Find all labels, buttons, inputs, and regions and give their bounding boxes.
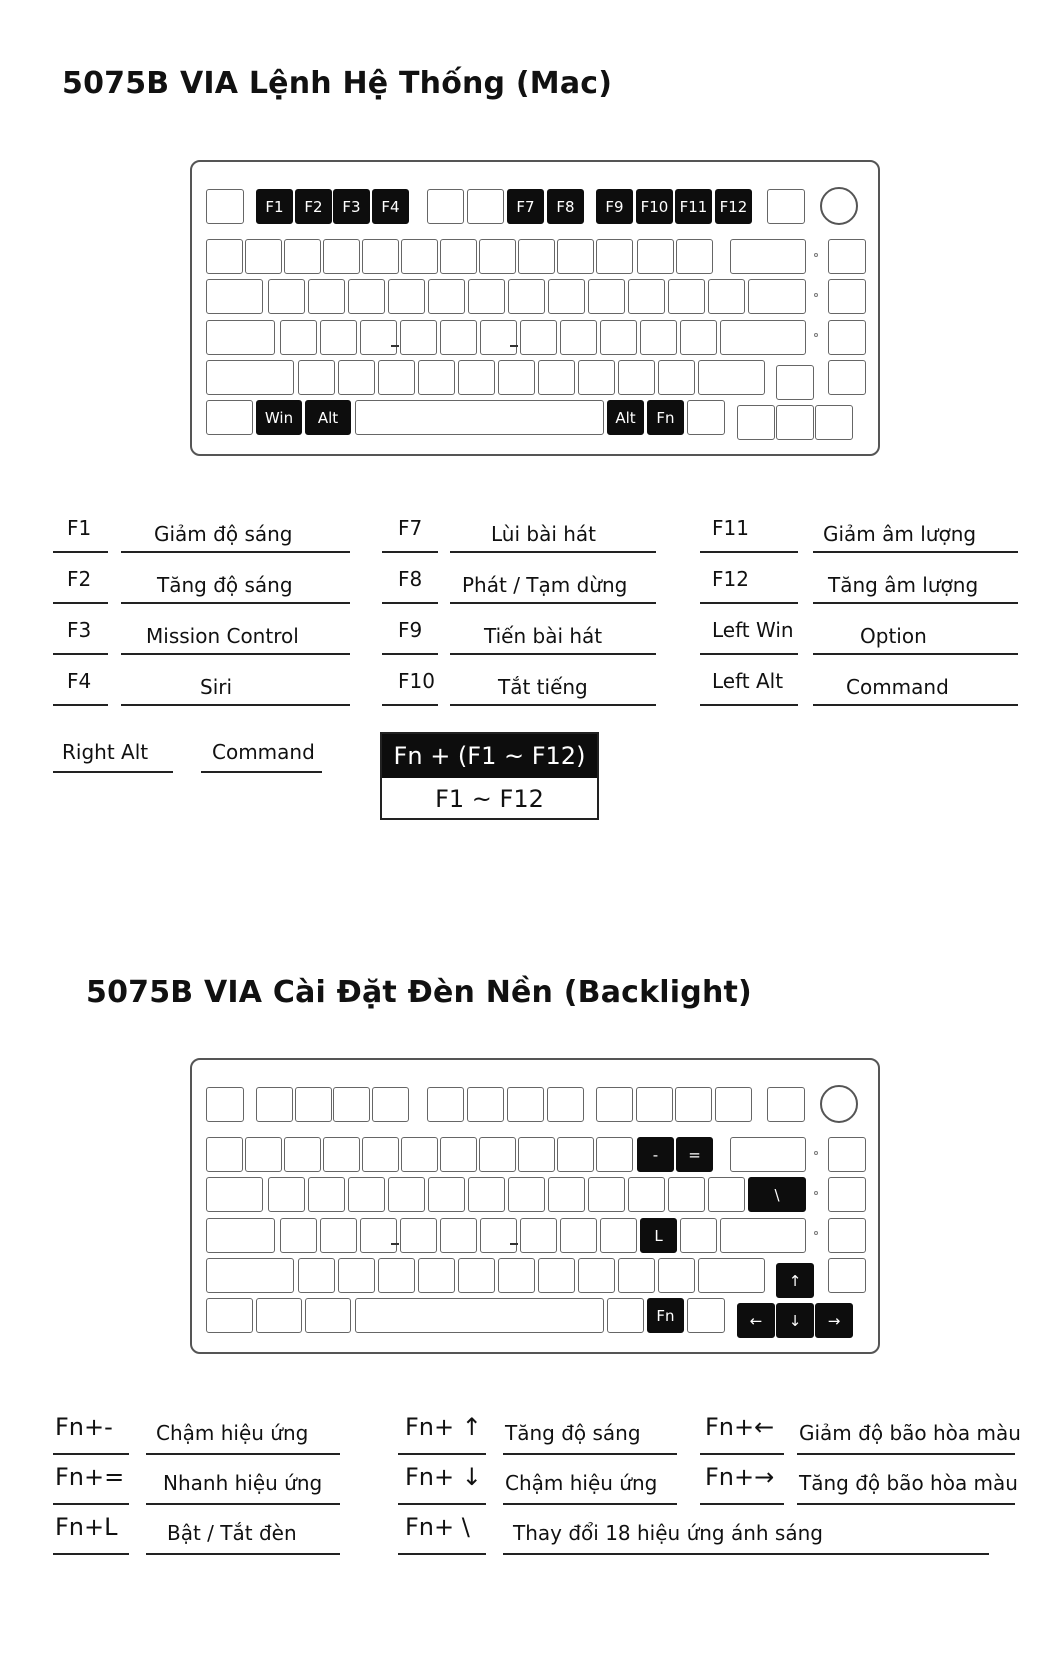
mapping-key: Left Win <box>712 618 794 642</box>
keyboard-diagram-backlight <box>190 1058 880 1354</box>
mapping-action: Command <box>212 740 315 764</box>
key-s2 <box>378 360 415 395</box>
key-pgup <box>828 1177 866 1212</box>
key-f2 <box>295 1087 332 1122</box>
key-esc <box>206 189 244 224</box>
key-underline <box>700 653 798 655</box>
key-t9 <box>628 1177 665 1212</box>
key-n12 <box>676 239 713 274</box>
key-s0 <box>298 360 335 395</box>
key-f3: F3 <box>333 189 370 224</box>
action-underline <box>450 704 656 706</box>
key-t0 <box>268 279 305 314</box>
key-underline <box>700 1503 784 1505</box>
key-underline <box>53 653 108 655</box>
key-underline <box>53 1553 129 1555</box>
volume-knob <box>820 187 858 225</box>
mapping-key: Fn+ \ <box>405 1513 470 1541</box>
key-t6 <box>508 279 545 314</box>
key-underline <box>398 1453 486 1455</box>
key-c7 <box>560 320 597 355</box>
key-rshift <box>698 360 765 395</box>
indicator-dot <box>814 1191 818 1195</box>
key-ralt: Alt <box>607 400 644 435</box>
key-t5 <box>468 279 505 314</box>
key-underline <box>53 551 108 553</box>
key-underline <box>700 704 798 706</box>
mapping-key: Fn+L <box>55 1513 118 1541</box>
action-underline <box>450 602 656 604</box>
key-f7 <box>507 1087 544 1122</box>
indicator-dot <box>814 1231 818 1235</box>
key-f12: F12 <box>715 189 752 224</box>
fn-box-combo: Fn + (F1 ~ F12) <box>382 734 597 778</box>
key-n1 <box>245 239 282 274</box>
key-space <box>355 400 604 435</box>
action-underline <box>503 1553 989 1555</box>
key-pgdn <box>828 320 866 355</box>
mapping-action: Nhanh hiệu ứng <box>163 1471 323 1495</box>
key-caps <box>206 320 275 355</box>
key-s3 <box>418 1258 455 1293</box>
key-f11 <box>675 1087 712 1122</box>
key-del <box>767 189 805 224</box>
action-underline <box>450 551 656 553</box>
mapping-key: F7 <box>398 516 423 540</box>
key-tab <box>206 279 263 314</box>
key-n8 <box>518 239 555 274</box>
key-n8 <box>518 1137 555 1172</box>
key-t8 <box>588 1177 625 1212</box>
key-t1 <box>308 1177 345 1212</box>
key-underline <box>382 704 438 706</box>
key-n11 <box>637 239 674 274</box>
mapping-action: Tăng độ sáng <box>505 1421 641 1445</box>
indicator-dot <box>814 333 818 337</box>
key-n4 <box>362 239 399 274</box>
mapping-key: F12 <box>712 567 749 591</box>
mapping-key: Fn+ ↑ <box>405 1413 482 1441</box>
key-t2 <box>348 1177 385 1212</box>
key-s4 <box>458 1258 495 1293</box>
mapping-key: F11 <box>712 516 749 540</box>
mapping-action: Tăng độ sáng <box>157 573 293 597</box>
key-n6 <box>440 239 477 274</box>
homing-bump <box>510 1243 518 1245</box>
key-s8 <box>618 360 655 395</box>
key-n2 <box>284 239 321 274</box>
mapping-action: Tắt tiếng <box>498 675 588 699</box>
key-c10 <box>680 1218 717 1253</box>
key-t8 <box>588 279 625 314</box>
key-c5 <box>480 320 517 355</box>
homing-bump <box>391 1243 399 1245</box>
key-n0 <box>206 1137 243 1172</box>
keyboard-diagram-mac <box>190 160 880 456</box>
key-c1 <box>320 1218 357 1253</box>
key-n5 <box>401 1137 438 1172</box>
key-c1 <box>320 320 357 355</box>
key-n6 <box>440 1137 477 1172</box>
key-n3 <box>323 1137 360 1172</box>
key-underline <box>700 551 798 553</box>
key-underline <box>53 602 108 604</box>
action-underline <box>121 704 350 706</box>
action-underline <box>201 771 322 773</box>
key-n10 <box>596 239 633 274</box>
action-underline <box>503 1503 677 1505</box>
mapping-action: Bật / Tắt đèn <box>167 1521 297 1545</box>
key-bslash <box>748 279 806 314</box>
key-underline <box>398 1553 486 1555</box>
key-esc <box>206 1087 244 1122</box>
action-underline <box>121 653 350 655</box>
key-rctrl <box>687 400 725 435</box>
key-c10 <box>680 320 717 355</box>
key-f5 <box>427 1087 464 1122</box>
key-t0 <box>268 1177 305 1212</box>
key-t1 <box>308 279 345 314</box>
homing-bump <box>391 345 399 347</box>
key-n11: - <box>637 1137 674 1172</box>
action-underline <box>813 551 1018 553</box>
section-title-mac: 5075B VIA Lệnh Hệ Thống (Mac) <box>62 66 613 101</box>
key-down <box>776 405 814 440</box>
homing-bump <box>510 345 518 347</box>
key-t3 <box>388 1177 425 1212</box>
key-s5 <box>498 360 535 395</box>
key-f1: F1 <box>256 189 293 224</box>
mapping-key: F3 <box>67 618 92 642</box>
key-pgup <box>828 279 866 314</box>
mapping-action: Siri <box>200 675 233 699</box>
key-right <box>815 405 853 440</box>
key-f4: F4 <box>372 189 409 224</box>
key-s0 <box>298 1258 335 1293</box>
key-s8 <box>618 1258 655 1293</box>
mapping-key: F8 <box>398 567 423 591</box>
mapping-key: Fn+ ↓ <box>405 1463 482 1491</box>
key-f8: F8 <box>547 189 584 224</box>
key-c9: L <box>640 1218 677 1253</box>
key-f4 <box>372 1087 409 1122</box>
key-underline <box>53 704 108 706</box>
mapping-action: Giảm độ sáng <box>154 522 293 546</box>
mapping-key: Fn+→ <box>705 1463 775 1491</box>
key-t6 <box>508 1177 545 1212</box>
key-t11 <box>708 279 745 314</box>
key-c2 <box>360 1218 397 1253</box>
key-lshift <box>206 360 294 395</box>
key-t4 <box>428 279 465 314</box>
key-n9 <box>557 239 594 274</box>
key-lctrl <box>206 400 253 435</box>
indicator-dot <box>814 253 818 257</box>
key-left <box>737 405 775 440</box>
volume-knob <box>820 1085 858 1123</box>
mapping-action: Tăng độ bão hòa màu <box>799 1471 1018 1495</box>
key-home <box>828 1137 866 1172</box>
key-n7 <box>479 1137 516 1172</box>
key-underline <box>398 1503 486 1505</box>
key-f6 <box>467 1087 504 1122</box>
key-bksp <box>730 239 806 274</box>
key-s1 <box>338 360 375 395</box>
key-t7 <box>548 1177 585 1212</box>
key-lshift <box>206 1258 294 1293</box>
key-enter <box>720 320 806 355</box>
key-ralt <box>607 1298 644 1333</box>
key-c4 <box>440 320 477 355</box>
key-s7 <box>578 360 615 395</box>
key-left: ← <box>737 1303 775 1338</box>
key-n9 <box>557 1137 594 1172</box>
mapping-key: F2 <box>67 567 92 591</box>
action-underline <box>146 1453 340 1455</box>
action-underline <box>121 551 350 553</box>
key-f9 <box>596 1087 633 1122</box>
action-underline <box>450 653 656 655</box>
key-rctrl <box>687 1298 725 1333</box>
key-end <box>828 1258 866 1293</box>
key-f11: F11 <box>675 189 712 224</box>
key-up <box>776 365 814 400</box>
mapping-key: Left Alt <box>712 669 784 693</box>
key-s1 <box>338 1258 375 1293</box>
key-underline <box>53 1453 129 1455</box>
key-lalt <box>305 1298 351 1333</box>
key-underline <box>382 602 438 604</box>
action-underline <box>813 704 1018 706</box>
key-s4 <box>458 360 495 395</box>
key-n10 <box>596 1137 633 1172</box>
key-t2 <box>348 279 385 314</box>
key-fn: Fn <box>647 400 684 435</box>
key-space <box>355 1298 604 1333</box>
key-del <box>767 1087 805 1122</box>
key-c8 <box>600 320 637 355</box>
key-lwin: Win <box>256 400 302 435</box>
action-underline <box>146 1503 340 1505</box>
key-pgdn <box>828 1218 866 1253</box>
key-rshift <box>698 1258 765 1293</box>
mapping-key: Right Alt <box>62 740 149 764</box>
key-f1 <box>256 1087 293 1122</box>
mapping-action: Chậm hiệu ứng <box>156 1421 309 1445</box>
action-underline <box>146 1553 340 1555</box>
mapping-key: Fn+← <box>705 1413 775 1441</box>
key-tab <box>206 1177 263 1212</box>
key-right: → <box>815 1303 853 1338</box>
indicator-dot <box>814 293 818 297</box>
key-c2 <box>360 320 397 355</box>
key-f9: F9 <box>596 189 633 224</box>
key-home <box>828 239 866 274</box>
action-underline <box>797 1453 1015 1455</box>
key-n3 <box>323 239 360 274</box>
mapping-action: Phát / Tạm dừng <box>462 573 628 597</box>
key-f7: F7 <box>507 189 544 224</box>
key-f10 <box>636 1087 673 1122</box>
key-caps <box>206 1218 275 1253</box>
key-c0 <box>280 320 317 355</box>
key-end <box>828 360 866 395</box>
key-c9 <box>640 320 677 355</box>
mapping-action: Tăng âm lượng <box>828 573 979 597</box>
section-title-backlight: 5075B VIA Cài Đặt Đèn Nền (Backlight) <box>86 975 752 1010</box>
key-n2 <box>284 1137 321 1172</box>
key-c6 <box>520 320 557 355</box>
action-underline <box>503 1453 677 1455</box>
key-t7 <box>548 279 585 314</box>
mapping-key: Fn+= <box>55 1463 125 1491</box>
key-c5 <box>480 1218 517 1253</box>
mapping-key: F1 <box>67 516 92 540</box>
key-f10: F10 <box>636 189 673 224</box>
key-s3 <box>418 360 455 395</box>
mapping-action: Chậm hiệu ứng <box>505 1471 658 1495</box>
key-n7 <box>479 239 516 274</box>
key-n4 <box>362 1137 399 1172</box>
action-underline <box>813 653 1018 655</box>
key-t3 <box>388 279 425 314</box>
mapping-action: Giảm độ bão hòa màu <box>799 1421 1021 1445</box>
key-t9 <box>628 279 665 314</box>
key-c3 <box>400 1218 437 1253</box>
mapping-key: F10 <box>398 669 435 693</box>
key-down: ↓ <box>776 1303 814 1338</box>
key-underline <box>382 653 438 655</box>
mapping-action: Giảm âm lượng <box>823 522 977 546</box>
key-s6 <box>538 1258 575 1293</box>
action-underline <box>797 1503 1015 1505</box>
key-n0 <box>206 239 243 274</box>
mapping-action: Thay đổi 18 hiệu ứng ánh sáng <box>513 1521 823 1545</box>
key-n12: = <box>676 1137 713 1172</box>
key-underline <box>382 551 438 553</box>
key-c3 <box>400 320 437 355</box>
action-underline <box>813 602 1018 604</box>
key-f8 <box>547 1087 584 1122</box>
fn-function-box <box>380 732 599 820</box>
key-t10 <box>668 279 705 314</box>
key-lctrl <box>206 1298 253 1333</box>
mapping-key: F9 <box>398 618 423 642</box>
mapping-key: Fn+- <box>55 1413 113 1441</box>
key-s7 <box>578 1258 615 1293</box>
mapping-action: Option <box>860 624 927 648</box>
key-underline <box>700 602 798 604</box>
key-t10 <box>668 1177 705 1212</box>
key-underline <box>53 1503 129 1505</box>
key-s6 <box>538 360 575 395</box>
key-t11 <box>708 1177 745 1212</box>
key-n5 <box>401 239 438 274</box>
key-lalt: Alt <box>305 400 351 435</box>
action-underline <box>121 602 350 604</box>
key-underline <box>700 1453 784 1455</box>
key-s9 <box>658 360 695 395</box>
key-up: ↑ <box>776 1263 814 1298</box>
mapping-action: Mission Control <box>146 624 299 648</box>
key-f5 <box>427 189 464 224</box>
key-underline <box>53 771 173 773</box>
key-t5 <box>468 1177 505 1212</box>
key-c4 <box>440 1218 477 1253</box>
key-f2: F2 <box>295 189 332 224</box>
mapping-action: Tiến bài hát <box>484 624 603 648</box>
key-c8 <box>600 1218 637 1253</box>
mapping-action: Lùi bài hát <box>491 522 597 546</box>
key-fn: Fn <box>647 1298 684 1333</box>
key-c0 <box>280 1218 317 1253</box>
key-f12 <box>715 1087 752 1122</box>
fn-box-result: F1 ~ F12 <box>435 785 544 813</box>
indicator-dot <box>814 1151 818 1155</box>
key-n1 <box>245 1137 282 1172</box>
key-lwin <box>256 1298 302 1333</box>
key-bksp <box>730 1137 806 1172</box>
key-enter <box>720 1218 806 1253</box>
key-c7 <box>560 1218 597 1253</box>
key-f6 <box>467 189 504 224</box>
mapping-action: Command <box>846 675 949 699</box>
key-f3 <box>333 1087 370 1122</box>
mapping-key: F4 <box>67 669 92 693</box>
key-c6 <box>520 1218 557 1253</box>
key-s9 <box>658 1258 695 1293</box>
key-bslash: \ <box>748 1177 806 1212</box>
key-s5 <box>498 1258 535 1293</box>
key-s2 <box>378 1258 415 1293</box>
key-t4 <box>428 1177 465 1212</box>
